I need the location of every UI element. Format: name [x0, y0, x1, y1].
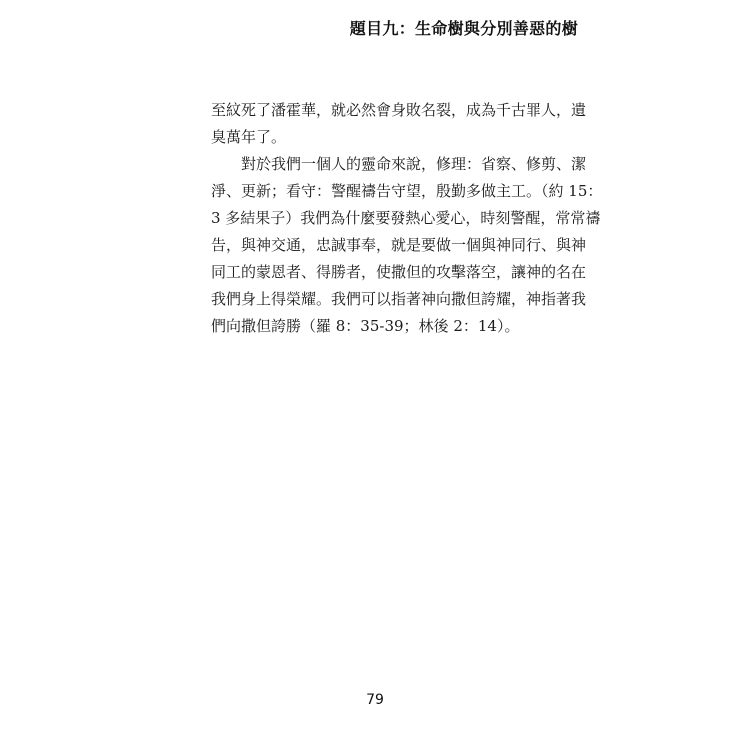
text-line: 淨、更新；看守：警醒禱告守望，殷勤多做主工。（約 15： [211, 182, 603, 200]
page-number: 79 [366, 692, 384, 708]
running-header-title: 題目九：生命樹與分別善惡的樹 [349, 19, 578, 38]
body-text [211, 97, 603, 340]
text-line: 臭萬年了。 [211, 128, 287, 146]
text-line: 告，與神交通，忠誠事奉，就是要做一個與神同行、與神 [211, 236, 587, 254]
paragraph-1 [211, 97, 587, 151]
text-line: 同工的蒙恩者、得勝者，使撒但的攻擊落空，讓神的名在 [211, 263, 587, 281]
text-line: 3 多結果子）我們為什麼要發熱心愛心，時刻警醒，常常禱 [211, 209, 601, 227]
paragraph-2 [211, 151, 603, 340]
text-line: 對於我們一個人的靈命來說，修理：省察、修剪、潔 [241, 155, 587, 173]
text-line: 我們身上得榮耀。我們可以指著神向撒但誇耀，神指著我 [211, 290, 587, 308]
text-line: 至紋死了潘霍華，就必然會身敗名裂，成為千古罪人，遺 [211, 101, 587, 119]
text-line: 們向撒但誇勝（羅 8：35-39；林後 2：14）。 [211, 317, 520, 335]
